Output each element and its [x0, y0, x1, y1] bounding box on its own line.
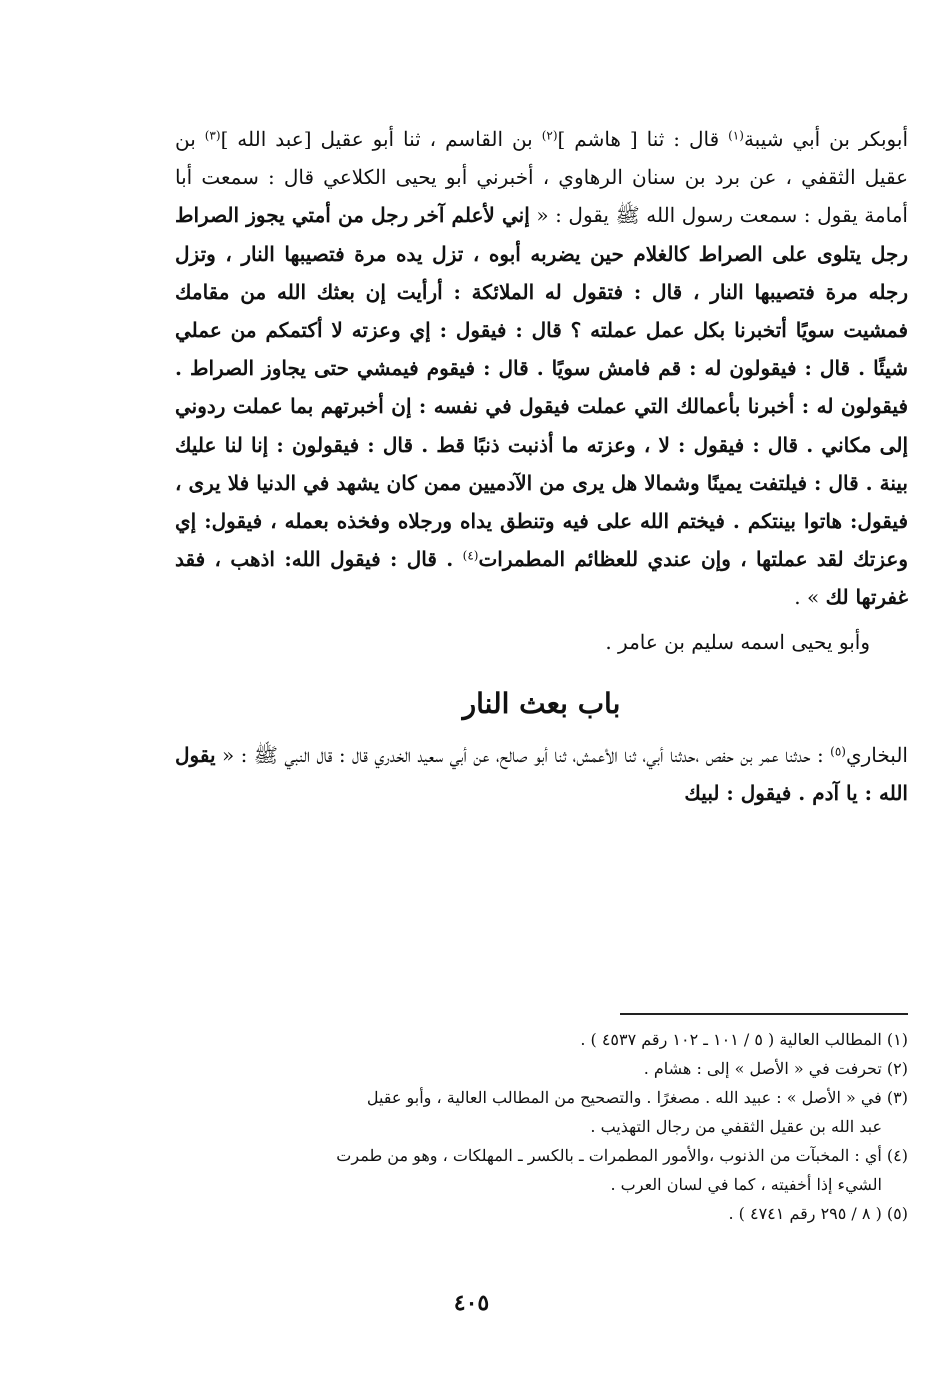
footnote-continuation: عبد الله بن عقيل الثقفي من رجال التهذيب . [590, 1117, 882, 1136]
footnote-divider [620, 1013, 908, 1015]
footnote: (٣) في « الأصل » : عبيد الله . مصغرًا . والتصحيح من المطالب العالية ، وأبو عقيل [366, 1088, 908, 1107]
chapter-heading: باب بعث النار [462, 686, 621, 720]
hadith-text: بن القاسم ، ثنا أبو عقيل [عبد الله ] [220, 127, 542, 151]
hadith-text-bold: إني لأعلم آخر رجل من أمتي يجوز الصراط رجل يتلوى على الصراط كالغلام حين يضربه أبوه ، تزل يده مرة فتصيبها النار ، وتزل رجله مرة فتصيبها النار ، قال : فتقول له الملائكة : أرأيت إن بعثك الله من مقامك فمشيت سويًا أتخبرنا بكل عمل عملته ؟ قال : فيقول : إي وعزته لا أكتمكم من عملي شيئًا . قال : فيقولون له : قم فامش سويًا . قال : فيقوم فيمشي حتى يجاوز الصراط . فيقولون له : أخبرنا بأعمالك التي عملت فيقول في نفسه : إن أخبرتهم بما عملت ردوني إلى مكاني . قال : فيقول : لا ، وعزته ما أذنبت ذنبًا قط . قال : فيقولون : إنا لنا عليك بينة . قال : فيلتفت يمينًا وشمالا هل يرى من الآدميين ممن كان يشهد في الدنيا فلا يرى ، فيقول: هاتوا بينتكم . فيختم الله على فيه وتنطق يداه ورجلاه وفخذه بعمله ، فيقول: إي وعزتك لقد عملتها ، وإن عندي للعظائم المطمرات [175, 203, 908, 572]
hadith-text: قال : ثنا [ هاشم ] [557, 127, 729, 151]
footnote-marker: (١) [728, 128, 744, 143]
hadith-text: » . [794, 585, 826, 610]
hadith-text: بن عقيل الثقفي ، عن برد بن سنان الرهاوي ، أخبرني أبو يحيى الكلاعي قال : سمعت أبا أمامة يقول : سمعت رسول الله ﷺ يقول : « [175, 127, 908, 228]
footnote-marker: (٤) [462, 548, 479, 563]
footnote: (٥) ( ٨ / ٢٩٥ رقم ٤٧٤١ ) . [728, 1204, 908, 1223]
footnote-continuation: الشيء إذا أخفيته ، كما في لسان العرب . [610, 1175, 882, 1194]
page-number: ٤٠٥ [453, 1290, 490, 1316]
hadith-paragraph-1 [175, 120, 908, 617]
hadith-text: : حدثنا عمر بن حفص ،حدثنا أبي، ثنا الأعمش، ثنا أبو صالح، عن أبي سعيد الخدري قال : قال النبي ﷺ : « [215, 742, 831, 767]
footnotes-section [175, 1025, 908, 1228]
hadith-text-bold: يقول الله : يا آدم . فيقول : لبيك [175, 742, 908, 805]
hadith-paragraph-2 [175, 736, 908, 812]
hadith-text: أبوبكر بن أبي شيبة [743, 127, 909, 151]
narrator-note: وأبو يحيى اسمه سليم بن عامر . [605, 629, 870, 654]
hadith-text: البخاري [845, 742, 908, 767]
footnote-marker: (٣) [204, 128, 221, 143]
footnote: (١) المطالب العالية ( ٥ / ١٠١ ـ ١٠٢ رقم ٤٥٣٧ ) . [580, 1030, 908, 1049]
footnote-marker: (٢) [541, 128, 558, 143]
footnote: (٢) تحرفت في « الأصل » إلى : هشام . [643, 1059, 908, 1078]
page-body [175, 120, 908, 812]
hadith-text-bold: . قال : فيقول الله: اذهب ، فقد غفرتها لك [175, 547, 908, 610]
footnote-marker: (٥) [830, 744, 846, 759]
footnote: (٤) أي : المخبآت من الذنوب ،والأمور المطمرات ـ بالكسر ـ المهلكات ، وهو من طمرت [336, 1146, 908, 1165]
